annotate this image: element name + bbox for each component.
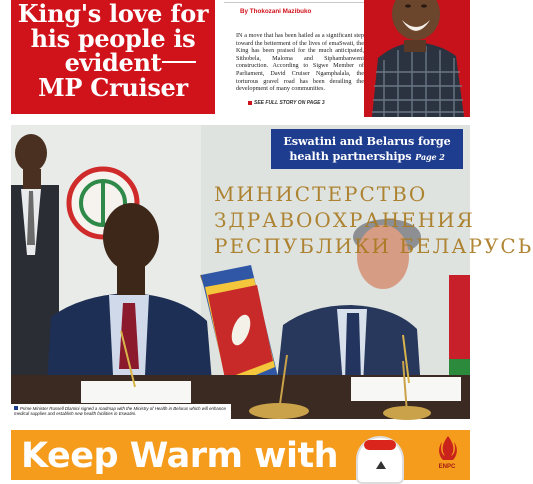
headline-line: his people is: [30, 23, 196, 53]
headline-line: King's love for: [17, 0, 209, 28]
enpc-logo-icon: [433, 434, 463, 464]
mp-portrait-photo: [364, 0, 470, 117]
see-full-story-link[interactable]: [248, 100, 325, 106]
headline-divider: [162, 61, 196, 63]
heater-advertisement[interactable]: [11, 430, 470, 480]
photo-caption: [11, 404, 231, 419]
headline-line: MP Cruiser: [38, 72, 188, 102]
banner-page-reference: Page 2: [415, 152, 445, 162]
ad-headline: Keep Warm with: [21, 436, 339, 476]
signing-scene-illustration: [11, 125, 470, 419]
banner-line-2-text: health partnerships: [289, 149, 412, 163]
heater-product-image: [356, 436, 404, 484]
ministry-wall-sign: [214, 181, 533, 259]
front-page-top: [0, 0, 480, 117]
brand-crest-icon: [375, 460, 387, 470]
headline-panel[interactable]: [11, 0, 215, 114]
enpc-logo-text: ENPC: [438, 464, 456, 470]
banner-line-1: Eswatini and Belarus forge: [283, 134, 451, 148]
signing-ceremony-photo: [11, 125, 533, 419]
see-full-story-label: SEE FULL STORY ON PAGE 3: [254, 100, 325, 106]
bullet-icon: [248, 101, 252, 105]
wall-sign-line: МИНИСТЕРСТВО: [214, 182, 428, 206]
lead-story: [224, 0, 364, 114]
banner-line-2: [271, 149, 463, 163]
story-top-rule: [224, 2, 364, 3]
wall-sign-line: ЗДРАВООХРАНЕНИЯ: [214, 208, 475, 232]
story-body: IN a move that has been hailed as a significant step toward the betterment of the lives of emaSwati, the King has been praised for the much anticipated, Sithobela, Maloma and Siphambanweni construction. According to Sigwe Member of Parliament, David Cruiser Ngamphalala, the torturous gravel road has been derailing the development of many communities.: [236, 32, 364, 93]
lead-headline: [11, 2, 215, 100]
mp-portrait-illustration: [364, 0, 470, 117]
wall-sign-line: РЕСПУБЛИКИ БЕЛАРУСЬ: [214, 234, 533, 258]
heater-top-icon: [364, 440, 396, 450]
headline-line: evident: [64, 48, 162, 77]
caption-bullet-icon: [14, 406, 18, 410]
story-byline: By Thokozani Mazibuko: [240, 8, 312, 15]
photo-caption-text: Prime Minister Russell Dlamini signed a roadmap with the Ministry of Health in Belarus which will enhance medical supplies and establish new health facilities in Eswatini.: [14, 406, 226, 417]
feature-headline-banner[interactable]: [271, 129, 463, 169]
